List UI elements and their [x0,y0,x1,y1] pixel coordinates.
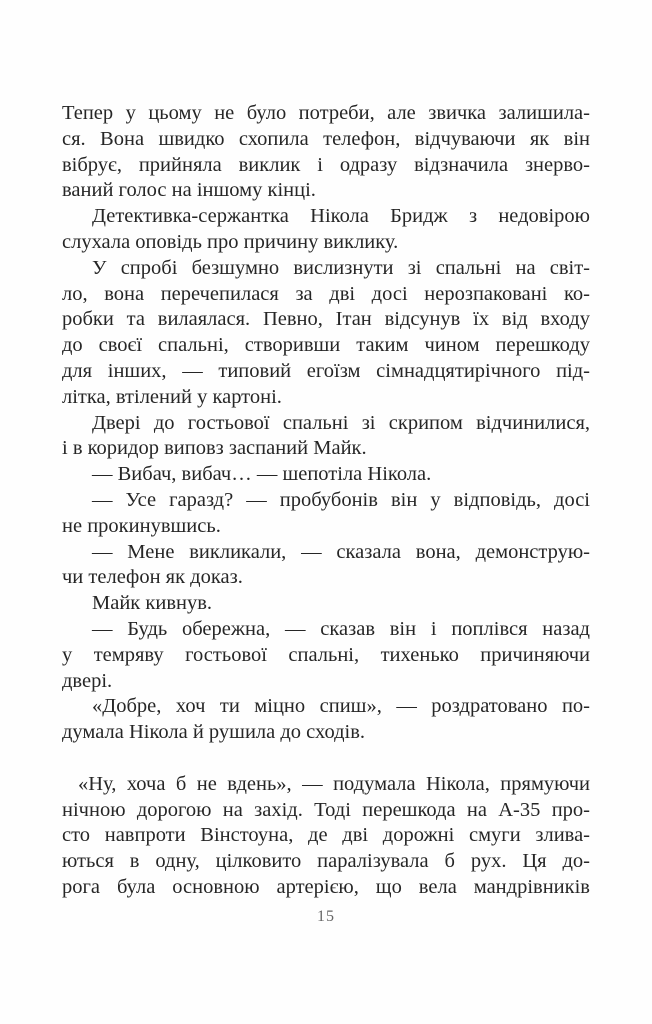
text-line: для інших, — типовий егоїзм сімнадцятирічного під- [62,359,590,382]
text-line: Майк кивнув. [92,592,213,615]
text-line: ся. Вона швидко схопила телефон, відчуваючи як він [62,127,590,150]
text-line: ваний голос на іншому кінці. [62,179,316,202]
text-line: до своєї спальні, створивши таким чином перешкоду [62,334,590,357]
text-line: ються в одну, цілковито паралізувала б рух. Ця до- [62,850,590,873]
text-line: «Ну, хоча б не вдень», — подумала Нікола, прямуючи [78,772,590,795]
text-line: вібрує, прийняла виклик і одразу відзначила знерво- [62,153,590,176]
text-line: — Вибач, вибач… — шепотіла Нікола. [92,463,432,486]
text-line: двері. [62,669,113,692]
text-line: літка, втілений у картоні. [62,385,282,408]
text-line: не прокинувшись. [62,514,221,537]
text-line: і в коридор виповз заспаний Майк. [62,437,367,460]
text-line: слухала оповідь про причину виклику. [62,230,399,253]
text-line: — Мене викликали, — сказала вона, демонструю- [92,540,590,563]
text-line: — Будь обережна, — сказав він і поплівся назад [92,617,590,640]
text-line: Тепер у цьому не було потреби, але звичка залишила- [62,102,590,124]
blank-line [62,746,590,772]
text-line: думала Нікола й рушила до сходів. [62,721,366,744]
text-line: ло, вона перечепилася за дві досі нерозпаковані ко- [62,282,590,305]
text-line: у темряву гостьової спальні, тихенько причиняючи [62,643,590,666]
text-line: — Усе гаразд? — пробубонів він у відповідь, досі [92,488,590,511]
text-line: сто навпроти Вінстоуна, де дві дорожні смуги злива- [62,824,590,847]
text-line: У спробі безшумно вислизнути зі спальні на світ- [92,256,590,279]
text-line: «Добре, хоч ти міцно спиш», — роздратовано по- [92,695,590,718]
text-line: рога була основною артерією, що вела мандрівників [62,875,590,898]
text-line: робки та вилаялася. Певно, Ітан відсунув їх від входу [62,308,590,331]
text-line: Двері до гостьової спальні зі скрипом відчинилися, [92,411,590,434]
text-line: Детективка-сержантка Нікола Бридж з недовірою [92,205,590,228]
text-line: нічною дорогою на захід. Тоді перешкода на А-35 про- [62,798,590,821]
text-line: чи телефон як доказ. [62,566,243,589]
page-text [62,101,590,901]
page-number: 15 [317,908,335,925]
